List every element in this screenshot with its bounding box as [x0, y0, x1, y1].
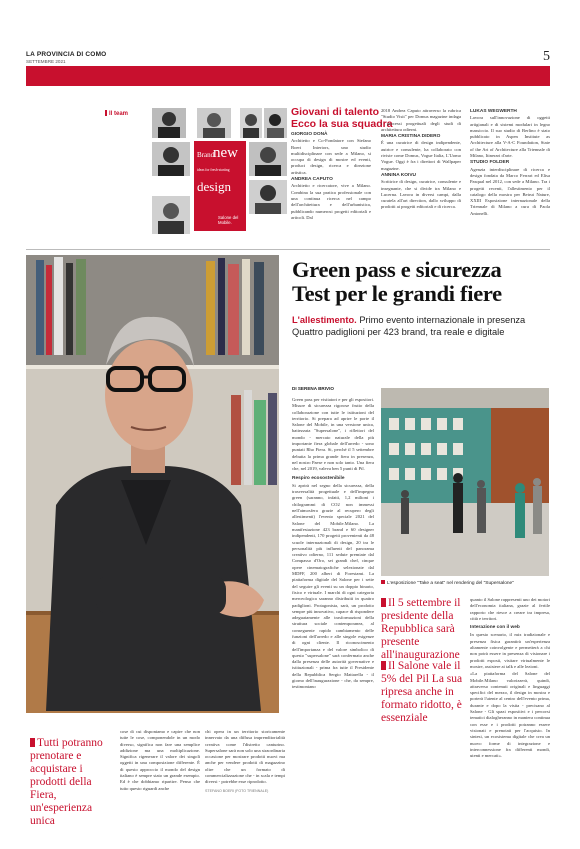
- page-number: 5: [543, 49, 550, 64]
- subhead-line1: Primo evento internazionale in presenza: [356, 315, 526, 325]
- article-subhead: Respiro ecosostenibile: [292, 475, 345, 481]
- team-label-text: Il team: [109, 111, 129, 117]
- headline-line1: Green pass e sicurezza: [292, 257, 502, 282]
- subheadline: [292, 315, 552, 338]
- headline-line2: Test per le grandi fiere: [292, 281, 502, 306]
- team-column-1: [291, 131, 371, 221]
- team-member-name: GIORGIO DONÀ: [291, 132, 328, 137]
- article-paragraph: In questo scenario, il mix tradizionale e presenza fisica garantirà un'esperienza altamente coinvolgente e permetterà a chi non potrà essere in presenza di visionare i prodotti esposti, visitare virtualmente le mostre, assistere ai talk e alle lezioni.: [470, 632, 550, 669]
- brand-card-line3: ideas for fresh-starting: [197, 168, 230, 172]
- team-portrait: [152, 142, 190, 176]
- exhibit-photo: [381, 388, 549, 576]
- pullquote-marker: [381, 598, 386, 607]
- pullquote-1-text: Il 5 settembre il presidente della Repubblica sarà presente all'inaugurazione: [381, 597, 461, 661]
- team-portrait: [197, 108, 231, 138]
- article-paragraph: chi opera in un territorio storicamente innervato da una diffusa imprenditorialità creativa come l'distretto canturino. Supersalone sarà non solo una straordinaria occasione per mostrare prodotti nuovi ma anche per vendere prodotti di magazzino oltre che un formato di commercializzazione che - in scala e tempi diversi - potrebbe esse riprodotto.: [205, 729, 285, 785]
- bottom-column-1: cose di cui disponiamo e capire che non tutte le cose, componendole in un modo diverso, significa non fare una semplice addizione ma una moltiplicazione. Significa rigenerare il valore dei singoli oggetti in una composizione differente. È di questo approccio il mondo del design italiano è sempre stato un grande esempio. Ed è che dobbiamo ripartire. Penso che tutto questo riguardi anche: [120, 729, 200, 791]
- top-red-band: [26, 66, 550, 86]
- team-photo-grid: [152, 108, 287, 236]
- bottom-column-2: [205, 729, 285, 794]
- pullquote-3: [30, 737, 112, 828]
- team-heading: [291, 106, 393, 130]
- team-member-bio: Architetto e ricercatore, vive a Milano. Combina la sua pratica professionale con una continua ricerca nel campo dell'architettura e dell'urbanistica, pubblicando numerosi progetti editoriali e articoli. Dal: [291, 183, 371, 220]
- article-column-3: [470, 597, 550, 759]
- team-member-name: LUKAS WEGWERTH: [470, 109, 517, 114]
- article-paragraph: Green pass per visitatori e per gli espositori. Misure di sicurezza rigorose frutto della collaborazione con tutte le istituzioni del territorio. Si prepara ad aprire le porte il Salone del Mobile, in una versione unica, battezzata "Supersalone", i riflettori del mondo - mercato naturale della più importante fiera globale dell'arredo - sono puntati Rho Fiera. Si, perché il 5 settembre debutta la prima grande fiera in presenza, nel nostro Paese e non solo tanto. Una fiera che, nel 2019, valeva ben 5 punti di Pil.: [292, 397, 374, 472]
- pullquote-marker: [381, 661, 386, 670]
- article-paragraph: I marchi di ogni categoria merceologica saranno distribuiti in quattro padiglioni. Protagonista, sarà, un prodotto sempre più innovativo, capace di rispondere adeguatamente alle trasformazioni della struttura sociale contemporanea, al conseguente rapido cambiamento delle funzioni dell'arredo e alle singole esigenze di ogni cliente. Il riconoscimento dell'importanza e del valore simbolico di questo "supersalone" sarà confermato anche dalla presenza delle autorità governative e istituzionali - prima fra tutte il Presidente della Repubblica Sergio Mattarella - il giorno dell'inaugurazione - che, da sempre, testimoniano: [292, 589, 374, 690]
- pullquote-2: [381, 660, 463, 725]
- section-divider: [26, 249, 550, 250]
- pullquote-1: [381, 597, 463, 662]
- team-member-name: STUDIO FOLDER: [470, 160, 510, 166]
- photo-caption-text: L'esposizione "Take a seat" nel rendering del "Supersalone": [387, 581, 514, 586]
- portrait-photo: [26, 255, 279, 713]
- photo-credit: STEFANO BOERI (FOTO TRIENNALE): [205, 788, 269, 793]
- photo-caption: [381, 580, 551, 586]
- article-column-1: [292, 397, 374, 691]
- brand-card-line1: Brand: [197, 151, 215, 159]
- subhead-line2: Quattro padiglioni per 423 brand, tra reale e digitale: [292, 326, 505, 337]
- team-column-3: [470, 108, 550, 217]
- salone-logo: Salone del Mobile.: [218, 215, 239, 225]
- article-paragraph: «La piattaforma del Salone del Mobile.Milano valorizzerà, quindi, attraverso contenuti originali e linguaggi specifici del mezzo, il design in mostra e porterà l'utente al centro dell'evento prima, durante e dopo la visita - precisano al Salone - Gli spazi espositivi e i percorsi tematici dialogheranno in maniera continua con esse e i prodotti potranno essere visionati e prenotati per l'acquisto. In sintesi, un ecosistema digitale che crea un nuovo forme di integrazione e interconnessione fra differenti mondi, utenti e mercati».: [470, 671, 550, 759]
- team-heading-line2: Ecco la sua squadra: [291, 118, 393, 130]
- pullquote-3-text: Tutti potranno prenotare e acquistare i prodotti della Fiera, un'esperienza unica: [30, 737, 103, 827]
- team-member-name: ANNINA KOIVU: [381, 172, 416, 178]
- team-label: [105, 110, 128, 117]
- masthead-paper: LA PROVINCIA DI COMO: [26, 51, 107, 58]
- pullquote-marker: [30, 738, 35, 747]
- brand-new-card: [194, 141, 246, 231]
- brand-card-line2: new: [213, 145, 238, 161]
- team-member-bio: Lavora sull'innovazione di oggetti artigianali e di sistemi modulari in legno massiccio. Il suo studio di Berlino è stato pubblicato in Aspen Institute as Architecture alla V-A-C Foundation, State of the Art of Architecture alla Triennale di Milano, Itinerari d'arte.: [470, 115, 550, 159]
- article-paragraph: quanto il Salone rappresenti uno dei motori dell'economia italiana, grazie al fertile rapporto che riesce a creare tra impresa, città e territori.: [470, 597, 550, 621]
- team-portrait: [249, 142, 287, 176]
- team-member-bio: Architetto e Co-Fondatore con Stefano Boeri Interiors, uno studio multidisciplinare con sede a Milano, si occupa di design di mostre ed eventi, product design, ricerca e direzione artistica.: [291, 138, 371, 175]
- team-portrait: [152, 108, 186, 138]
- team-portrait: [249, 180, 287, 214]
- byline: DI SERENA BRIVIO: [292, 386, 334, 391]
- team-member-bio: 2018 Andrea Caputo attraverso la rubrica "Studio Visit" per Domus magazine indaga i processi progettuali degli studi di architettura odierni.: [381, 108, 461, 132]
- team-member-name: MARIA CRISTINA DIDERO: [381, 134, 441, 140]
- main-headline: [292, 258, 552, 306]
- masthead-date: SETTEMBRE 2021: [26, 59, 66, 64]
- article-subhead: Interazione con il web: [470, 625, 520, 631]
- subhead-kicker: L'allestimento.: [292, 315, 357, 325]
- team-member-bio: È una curatrice di design indipendente, autrice e consulente, ha collaborato con riviste come Domus, Vogue Italia, L'Uomo Vogue. Oggi è fra i direttori di Wallpaper magazine.: [381, 140, 461, 171]
- team-portrait: [152, 196, 190, 234]
- team-heading-line1: Giovani di talento: [291, 106, 380, 118]
- team-portrait: [264, 108, 287, 138]
- pullquote-2-text: Il Salone vale il 5% del Pil La sua ripresa anche in formato ridotto, è essenziale: [381, 660, 463, 724]
- article-paragraph: Si aprirà nel segno della sicurezza, della trasversalità progettuale e dell'impegno green (saranno, infatti, 1,2 milioni i chilogrammi di CO2 non immessi nell'atmosfera grazie al recupero degli allestimenti) l'evento speciale 2021 del Salone del Mobile.Milano. La manifestazione 423 brand e 60 designer indipendenti, 170 progetti provenienti da 48 scuole internazionali di design, 20 tra le personalità più influenti del panorama creativo odierno, 111 sedute premiate dal Compasso d'Oro, sei grandi chef, cinque opere cinematografiche selezionate dal MDFF, 200 alberi di Forestami. La piattaforma digitale del Salone per i sette del seguire gli eventi su un doppio binario, fisico e virtuale.: [292, 482, 374, 595]
- team-column-2: [381, 108, 461, 211]
- team-member-bio: Scrittrice di design, curatrice, consulente e insegnante, che si divide tra Milano e Lucerna. Lavora in diversi campi, dalla curatela all'art direction, dallo sviluppo di prodotti ai progetti editoriali e di ricerca.: [381, 179, 461, 210]
- team-member-name: ANDREA CAPUTO: [291, 177, 333, 183]
- brand-card-line4: design: [197, 179, 231, 194]
- team-portrait: [240, 108, 262, 138]
- team-member-bio: Agenzia interdisciplinare di ricerca e design fondata da Marco Ferrari ed Elisa Pasqual nel 2012, con sede a Milano. Tra i progetti recenti, l'allestimento per il catalogo della mostra per Beirut Nature, XXIII Esposizione internazionale della Triennale di Milano a cura di Paola Antonelli.: [470, 166, 550, 216]
